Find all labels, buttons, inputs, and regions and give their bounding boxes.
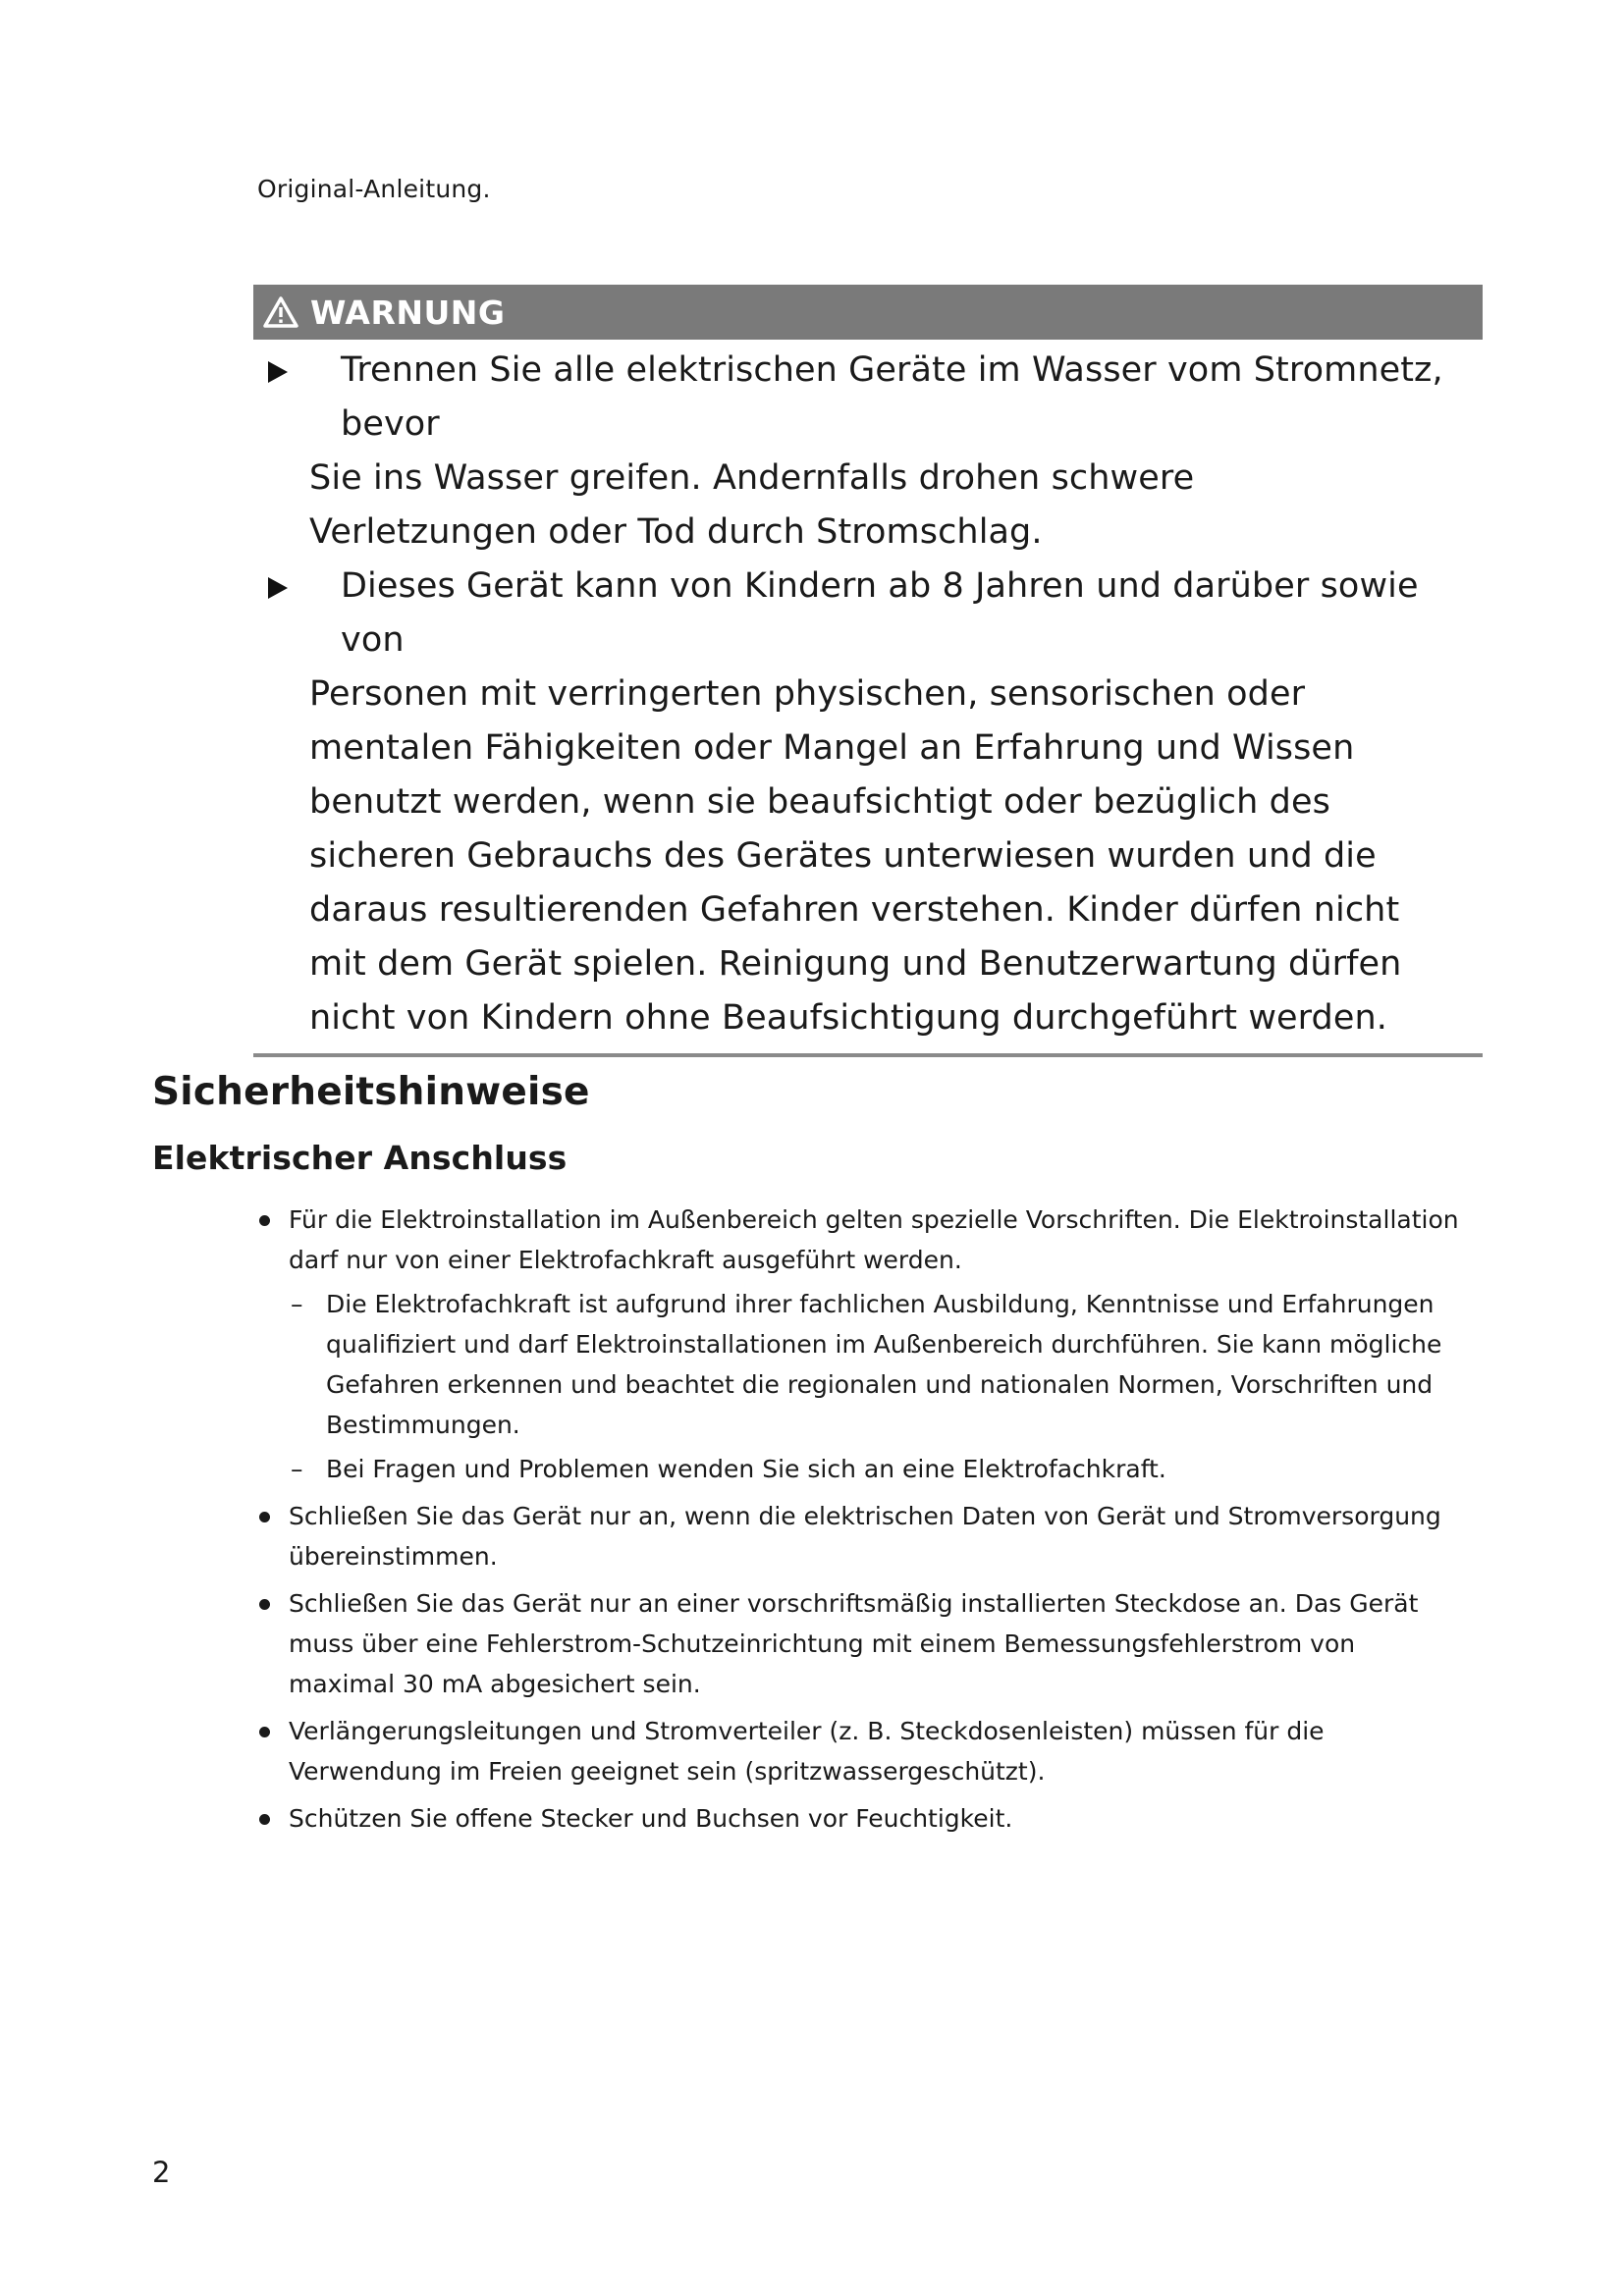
bullet-dot-icon [259, 1512, 270, 1522]
bullet-text: Schließen Sie das Gerät nur an, wenn die elektrischen Daten von Gerät und Stromversorgung übereinstimmen. [289, 1502, 1441, 1571]
bullet-item [257, 1200, 1465, 1489]
bullet-text: Für die Elektroinstallation im Außenbereich gelten spezielle Vorschriften. Die Elektroinstallation darf nur von einer Elektrofachkraft ausgeführt werden. [289, 1205, 1459, 1274]
warning-item-first-line: Dieses Gerät kann von Kindern ab 8 Jahren und darüber sowie von [341, 566, 1419, 660]
warning-label: WARNUNG [310, 293, 506, 332]
bullet-dot-icon [259, 1727, 270, 1737]
arrow-right-icon [267, 576, 289, 600]
sub-bullet-list [289, 1284, 1465, 1489]
sub-bullet-item [291, 1284, 1465, 1445]
bullet-text: Verlängerungsleitungen und Stromverteiler (z. B. Steckdosenleisten) müssen für die Verwendung im Freien geeignet sein (spritzwassergeschützt). [289, 1717, 1325, 1786]
warning-item-first-line: Trennen Sie alle elektrischen Geräte im Wasser vom Stromnetz, bevor [341, 350, 1443, 444]
warning-item [253, 344, 1483, 560]
bullet-item [257, 1711, 1465, 1791]
bullet-item [257, 1496, 1465, 1576]
section-title: Sicherheitshinweise [152, 1070, 590, 1114]
warning-triangle-icon [263, 296, 298, 328]
sub-bullet-text: Bei Fragen und Problemen wenden Sie sich an eine Elektrofachkraft. [326, 1455, 1166, 1483]
page-number: 2 [152, 2156, 171, 2189]
sub-bullet-item [291, 1449, 1465, 1489]
bullet-dot-icon [259, 1215, 270, 1226]
warning-list [253, 344, 1483, 1045]
warning-item-text: Sie ins Wasser greifen. Andernfalls drohen schwere Verletzungen oder Tod durch Stromschlag. [309, 458, 1195, 552]
bullet-text: Schützen Sie offene Stecker und Buchsen vor Feuchtigkeit. [289, 1804, 1013, 1833]
dash-icon: – [291, 1290, 303, 1318]
arrow-right-icon [267, 360, 289, 384]
sub-bullet-text: Die Elektrofachkraft ist aufgrund ihrer fachlichen Ausbildung, Kenntnisse und Erfahrungen qualifiziert und darf Elektroinstallationen im Außenbereich durchführen. Sie kann mögliche Gefahren erkennen und beachtet die regionalen und nationalen Normen, Vorschriften und Bestimmungen. [326, 1290, 1442, 1439]
bullet-text: Schließen Sie das Gerät nur an einer vorschriftsmäßig installierten Steckdose an. Das Gerät muss über eine Fehlerstrom-Schutzeinrichtung mit einem Bemessungsfehlerstrom von maximal 30 mA abgesichert sein. [289, 1589, 1419, 1698]
dash-icon: – [291, 1455, 303, 1483]
safety-bullet-list [257, 1200, 1465, 1845]
bullet-item [257, 1798, 1465, 1839]
bullet-dot-icon [259, 1814, 270, 1825]
warning-bottom-rule [253, 1053, 1483, 1057]
warning-item-text: Personen mit verringerten physischen, sensorischen oder mentalen Fähigkeiten oder Mangel an Erfahrung und Wissen benutzt werden, wenn sie beaufsichtigt oder bezüglich des sicheren Gebrauchs des Gerätes unterwiesen wurden und die daraus resultierenden Gefahren verstehen. Kinder dürfen nicht mit dem Gerät spielen. Reinigung und Benutzerwartung dürfen nicht von Kindern ohne Beaufsichtigung durchgeführt werden. [309, 674, 1402, 1038]
warning-item [253, 560, 1483, 1045]
intro-text: Original-Anleitung. [257, 175, 491, 203]
subsection-title: Elektrischer Anschluss [152, 1139, 568, 1177]
bullet-dot-icon [259, 1599, 270, 1610]
warning-header [253, 285, 1483, 340]
warning-box [253, 285, 1483, 1057]
bullet-item [257, 1583, 1465, 1704]
